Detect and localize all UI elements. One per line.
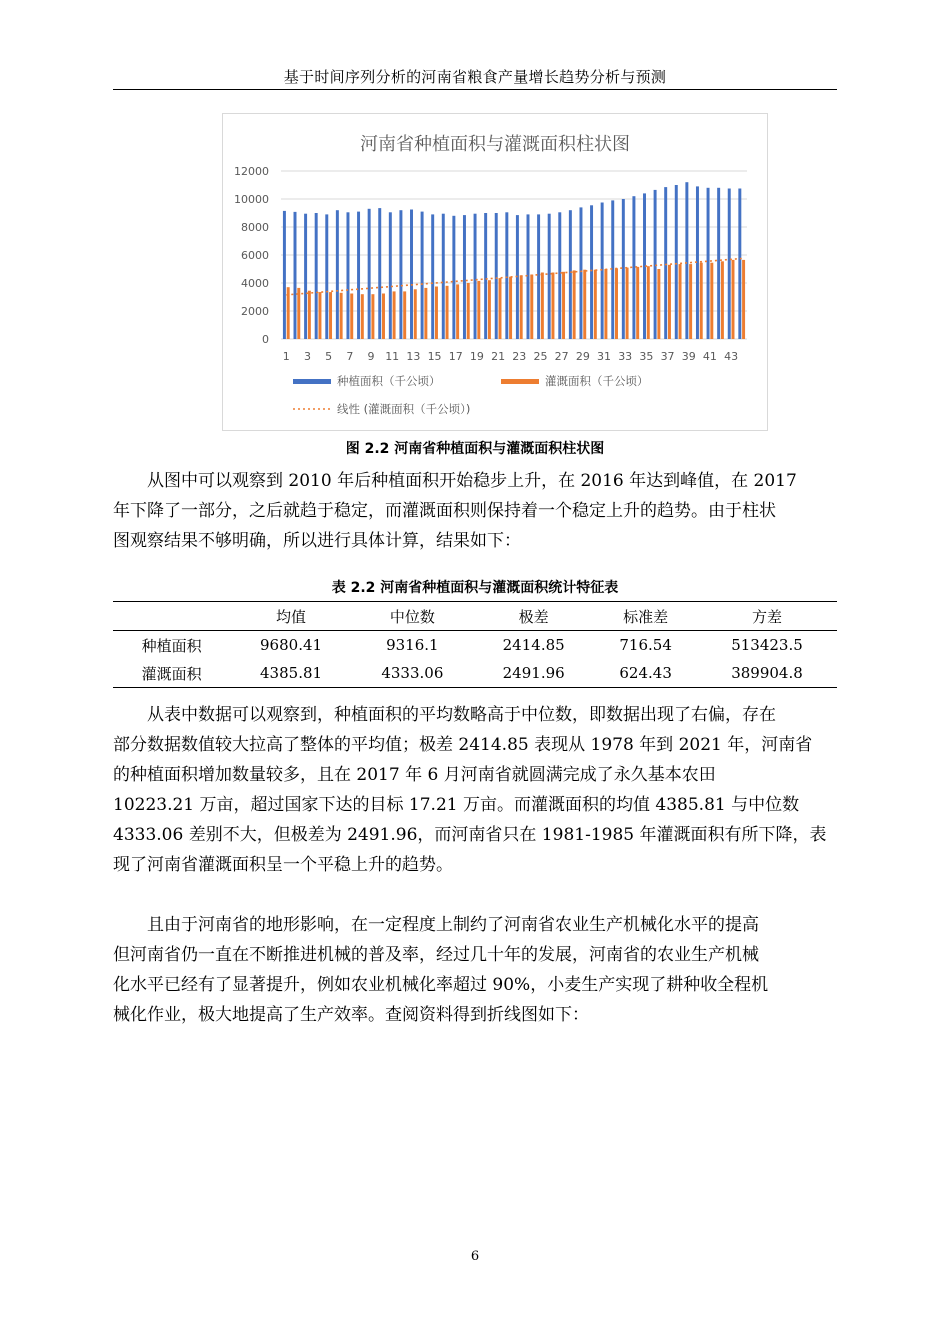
bar-planting-area	[558, 212, 561, 339]
bar-planting-area	[315, 213, 318, 339]
bar-planting-area	[632, 196, 635, 339]
bar-irrigation-area	[488, 280, 491, 339]
x-tick-label: 23	[512, 350, 527, 363]
x-tick-label: 33	[618, 350, 633, 363]
bar-planting-area	[738, 189, 741, 340]
bar-irrigation-area	[742, 260, 745, 339]
bar-irrigation-area	[371, 294, 374, 339]
paragraph-line: 部分数据数值较大拉高了整体的平均值；极差 2414.85 表现从 1978 年到 2021 年，河南省	[113, 735, 813, 755]
table-header-cell: 极差	[473, 602, 594, 631]
bar-irrigation-area	[509, 277, 512, 339]
bar-irrigation-area	[636, 267, 639, 339]
paragraph-1	[113, 466, 837, 556]
x-tick-label: 43	[724, 350, 739, 363]
bar-irrigation-area	[393, 291, 396, 339]
x-tick-label: 7	[346, 350, 354, 363]
bar-planting-area	[368, 209, 371, 339]
bar-planting-area	[484, 213, 487, 339]
bar-irrigation-area	[403, 291, 406, 339]
paragraph-line: 但河南省仍一直在不断推进机械的普及率，经过几十年的发展，河南省的农业生产机械	[113, 945, 759, 965]
table-cell: 9680.41	[260, 636, 323, 654]
bar-planting-area	[505, 212, 508, 339]
y-tick-label: 0	[262, 333, 269, 346]
legend-swatch-irrigation	[501, 379, 539, 384]
bar-planting-area	[664, 187, 667, 339]
bar-planting-area	[527, 214, 530, 339]
bar-planting-area	[421, 212, 424, 339]
y-tick-label: 6000	[241, 249, 269, 262]
bar-planting-area	[463, 215, 466, 339]
y-tick-label: 12000	[234, 165, 269, 178]
paragraph-line: 化水平已经有了显著提升，例如农业机械化率超过 90%，小麦生产实现了耕种收全程机	[113, 975, 769, 995]
bar-planting-area	[399, 210, 402, 339]
bar-irrigation-area	[647, 266, 650, 339]
paragraph-line: 械化作业，极大地提高了生产效率。查阅资料得到折线图如下：	[113, 1005, 589, 1025]
table-cell: 2414.85	[502, 636, 565, 654]
bar-irrigation-area	[573, 270, 576, 339]
paragraph-line: 年下降了一部分，之后就趋于稳定，而灌溉面积则保持着一个稳定上升的趋势。由于柱状	[113, 501, 776, 521]
bar-irrigation-area	[668, 265, 671, 339]
bar-planting-area	[304, 214, 307, 339]
bar-irrigation-area	[456, 284, 459, 339]
paragraph-line: 且由于河南省的地形影响，在一定程度上制约了河南省农业生产机械化水平的提高	[147, 915, 759, 935]
paragraph-line: 的种植面积增加数量较多，且在 2017 年 6 月河南省就圆满完成了永久基本农田	[113, 765, 716, 785]
table-cell: 9316.1	[386, 636, 439, 654]
x-tick-label: 13	[406, 350, 421, 363]
bar-irrigation-area	[541, 273, 544, 340]
bar-irrigation-area	[721, 261, 724, 339]
paragraph-line: 10223.21 万亩，超过国家下达的目标 17.21 万亩。而灌溉面积的均值 4385.81 与中位数	[113, 795, 800, 815]
x-tick-label: 17	[448, 350, 463, 363]
bar-chart-figure	[222, 113, 768, 431]
table-cell: 2491.96	[473, 659, 594, 688]
bar-planting-area	[548, 214, 551, 339]
y-tick-label: 10000	[234, 193, 269, 206]
x-tick-label: 27	[554, 350, 569, 363]
legend-label-trendline: 线性 (灌溉面积（千公顷）)	[337, 402, 471, 416]
table-row	[113, 631, 837, 660]
x-tick-label: 31	[597, 350, 612, 363]
bar-irrigation-area	[435, 287, 438, 340]
x-tick-label: 9	[367, 350, 375, 363]
bar-irrigation-area	[297, 288, 300, 339]
figure-caption: 图 2.2 河南省种植面积与灌溉面积柱状图	[345, 441, 605, 457]
bar-planting-area	[474, 214, 477, 339]
x-tick-label: 11	[385, 350, 400, 363]
table-cell: 灌溉面积	[113, 659, 230, 688]
y-tick-label: 4000	[241, 277, 269, 290]
table-header-cell: 标准差	[594, 602, 697, 631]
bar-irrigation-area	[657, 269, 660, 339]
x-tick-label: 15	[427, 350, 442, 363]
bar-irrigation-area	[626, 268, 629, 339]
bar-planting-area	[357, 212, 360, 339]
bar-planting-area	[410, 210, 413, 340]
table-cell: 4333.06	[352, 659, 473, 688]
x-tick-label: 3	[303, 350, 311, 363]
bar-planting-area	[389, 212, 392, 339]
bar-planting-area	[294, 212, 297, 339]
bar-planting-area	[611, 200, 614, 339]
table-cell: 624.43	[594, 659, 697, 688]
bar-planting-area	[442, 214, 445, 339]
page-number: 6	[470, 1249, 480, 1264]
bar-irrigation-area	[615, 268, 618, 339]
bar-irrigation-area	[700, 263, 703, 339]
table-header-cell: 方差	[697, 602, 837, 631]
x-tick-label: 39	[681, 350, 696, 363]
bar-irrigation-area	[594, 270, 597, 339]
bar-irrigation-area	[679, 264, 682, 339]
bar-planting-area	[728, 189, 731, 340]
bar-planting-area	[707, 188, 710, 339]
bar-irrigation-area	[520, 275, 523, 339]
bar-irrigation-area	[583, 270, 586, 339]
bar-irrigation-area	[530, 275, 533, 339]
bar-planting-area	[717, 188, 720, 339]
x-tick-label: 37	[660, 350, 675, 363]
x-tick-label: 29	[575, 350, 590, 363]
table-cell: 716.54	[619, 636, 672, 654]
table-row	[113, 659, 837, 688]
paragraph-line: 从表中数据可以观察到，种植面积的平均数略高于中位数，即数据出现了右偏，存在	[147, 705, 776, 725]
bar-irrigation-area	[424, 288, 427, 339]
bar-planting-area	[579, 207, 582, 339]
bar-planting-area	[283, 211, 286, 339]
bar-planting-area	[431, 214, 434, 339]
bar-planting-area	[378, 208, 381, 339]
table-cell: 513423.5	[731, 636, 803, 654]
y-tick-label: 2000	[241, 305, 269, 318]
table-header-cell: 均值	[230, 602, 351, 631]
x-tick-label: 19	[469, 350, 484, 363]
bar-irrigation-area	[446, 286, 449, 339]
bar-irrigation-area	[689, 264, 692, 339]
x-tick-label: 35	[639, 350, 654, 363]
table-cell: 4385.81	[230, 659, 351, 688]
bar-planting-area	[590, 205, 593, 339]
y-tick-label: 8000	[241, 221, 269, 234]
x-tick-label: 1	[282, 350, 290, 363]
table-cell: 种植面积	[141, 636, 202, 655]
bar-chart	[223, 114, 767, 430]
paragraph-line: 从图中可以观察到 2010 年后种植面积开始稳步上升，在 2016 年达到峰值，在 2017	[147, 471, 797, 491]
bar-planting-area	[622, 199, 625, 339]
statistics-table	[113, 601, 837, 688]
table-header-row	[113, 602, 837, 631]
bar-irrigation-area	[710, 263, 713, 339]
bar-planting-area	[537, 214, 540, 339]
bar-planting-area	[675, 185, 678, 339]
bar-irrigation-area	[340, 293, 343, 339]
running-header: 基于时间序列分析的河南省粮食产量增长趋势分析与预测	[283, 68, 667, 86]
legend-swatch-planting	[293, 379, 331, 384]
bar-irrigation-area	[732, 260, 735, 339]
bar-planting-area	[346, 212, 349, 339]
bar-irrigation-area	[477, 281, 480, 339]
paragraph-3	[113, 910, 837, 1030]
table-header-cell: 中位数	[352, 602, 473, 631]
chart-title: 河南省种植面积与灌溉面积柱状图	[360, 134, 630, 155]
paragraph-line: 4333.06 差别不大，但极差为 2491.96，而河南省只在 1981-1985 年灌溉面积有所下降，表	[113, 825, 827, 845]
x-tick-label: 21	[491, 350, 506, 363]
trendline	[286, 259, 741, 295]
bar-planting-area	[601, 203, 604, 340]
bar-irrigation-area	[604, 269, 607, 339]
bar-irrigation-area	[350, 294, 353, 340]
paragraph-line: 现了河南省灌溉面积呈一个平稳上升的趋势。	[113, 855, 453, 875]
bar-planting-area	[336, 210, 339, 339]
bar-irrigation-area	[318, 292, 321, 339]
bar-planting-area	[654, 190, 657, 339]
bar-irrigation-area	[361, 294, 364, 339]
bar-irrigation-area	[499, 278, 502, 339]
bar-planting-area	[452, 216, 455, 339]
bar-irrigation-area	[551, 273, 554, 340]
x-tick-label: 25	[533, 350, 548, 363]
legend-label-irrigation: 灌溉面积（千公顷）	[545, 374, 649, 388]
table-caption: 表 2.2 河南省种植面积与灌溉面积统计特征表	[331, 580, 619, 596]
bar-planting-area	[495, 213, 498, 339]
bar-irrigation-area	[308, 291, 311, 339]
header-rule	[113, 89, 837, 90]
paragraph-line: 图观察结果不够明确，所以进行具体计算，结果如下：	[113, 531, 521, 551]
bar-irrigation-area	[414, 289, 417, 339]
x-tick-label: 5	[325, 350, 333, 363]
bar-irrigation-area	[329, 292, 332, 339]
x-tick-label: 41	[702, 350, 717, 363]
legend-label-planting: 种植面积（千公顷）	[337, 374, 441, 388]
table-header-cell	[113, 602, 230, 631]
table-cell: 389904.8	[697, 659, 837, 688]
bar-planting-area	[685, 182, 688, 339]
bar-planting-area	[325, 214, 328, 339]
bar-planting-area	[569, 210, 572, 339]
bar-irrigation-area	[562, 272, 565, 339]
paragraph-2	[113, 700, 837, 880]
bar-irrigation-area	[382, 294, 385, 340]
bar-irrigation-area	[467, 283, 470, 339]
